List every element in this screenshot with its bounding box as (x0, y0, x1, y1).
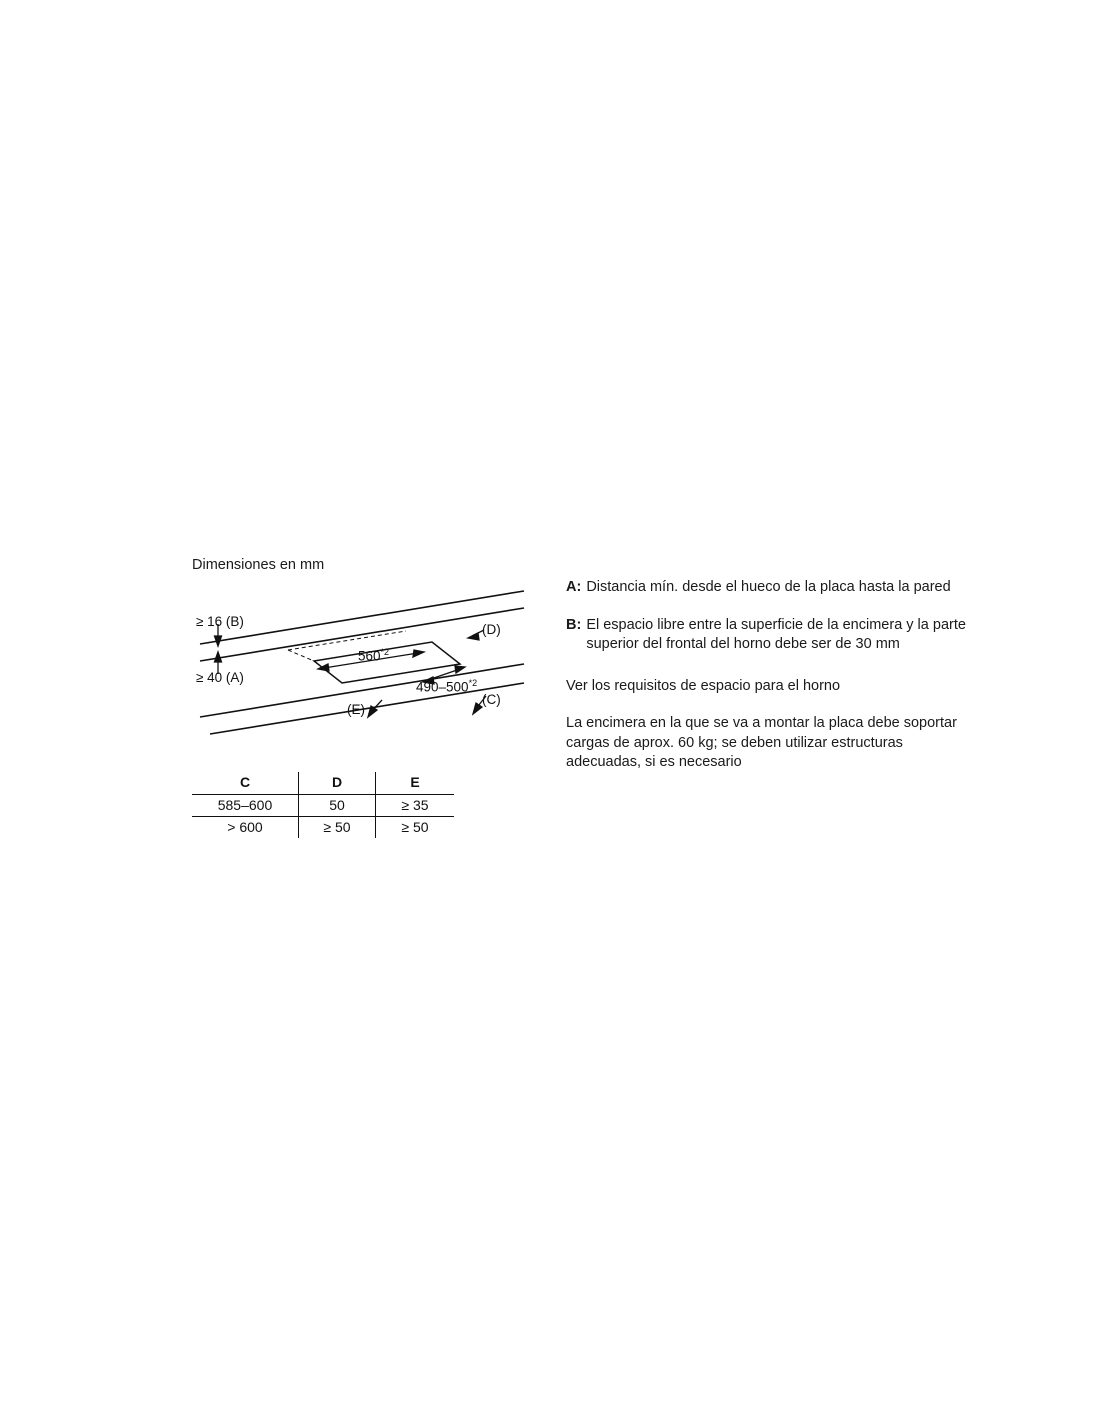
cell-c-1: 585–600 (192, 795, 299, 817)
dimensions-caption: Dimensiones en mm (192, 557, 325, 573)
label-e-callout: (E) (347, 702, 365, 717)
label-b-dimension: ≥ 16 (B) (196, 614, 244, 629)
cell-d-2: ≥ 50 (299, 817, 376, 839)
label-cutout-depth: 490–500$^{*2}$ (416, 678, 478, 695)
table-row (192, 817, 454, 839)
clearance-table (192, 772, 454, 838)
cell-e-2: ≥ 50 (376, 817, 455, 839)
note-b-key: B: (566, 616, 582, 633)
cell-d-1: 50 (299, 795, 376, 817)
table-header-d: D (299, 772, 376, 795)
width-superscript: *2 (380, 647, 390, 657)
cell-c-2: > 600 (227, 819, 263, 835)
table-header-e: E (376, 772, 455, 795)
note-a-key: A: (566, 579, 582, 595)
oven-space-note: Ver los requisitos de espacio para el horno (566, 677, 841, 694)
diagram-section (192, 556, 532, 768)
notes-section (566, 578, 966, 791)
label-cutout-width: 560$^{*2}$ (358, 647, 390, 664)
installation-diagram (192, 588, 532, 768)
table-row (192, 795, 454, 817)
load-capacity-note: La encimera en la que se va a montar la placa debe soportar cargas de aprox. 60 kg; se deben utilizar estructuras adecuadas, si es necesario (566, 715, 957, 770)
note-b (566, 616, 966, 655)
note-a-text: Distancia mín. desde el hueco de la placa hasta la pared (586, 579, 951, 595)
table-header-c: C (192, 772, 299, 795)
note-b-text: El espacio libre entre la superficie de la encimera y la parte superior del frontal del horno debe ser de 30 mm (586, 616, 966, 652)
table-header-row (192, 772, 454, 795)
label-d-callout: (D) (482, 622, 501, 637)
note-a (566, 578, 966, 598)
cell-e-1: ≥ 35 (376, 795, 455, 817)
label-c-callout: (C) (482, 692, 501, 707)
depth-superscript: *2 (468, 678, 478, 688)
label-a-dimension: ≥ 40 (A) (196, 670, 244, 685)
